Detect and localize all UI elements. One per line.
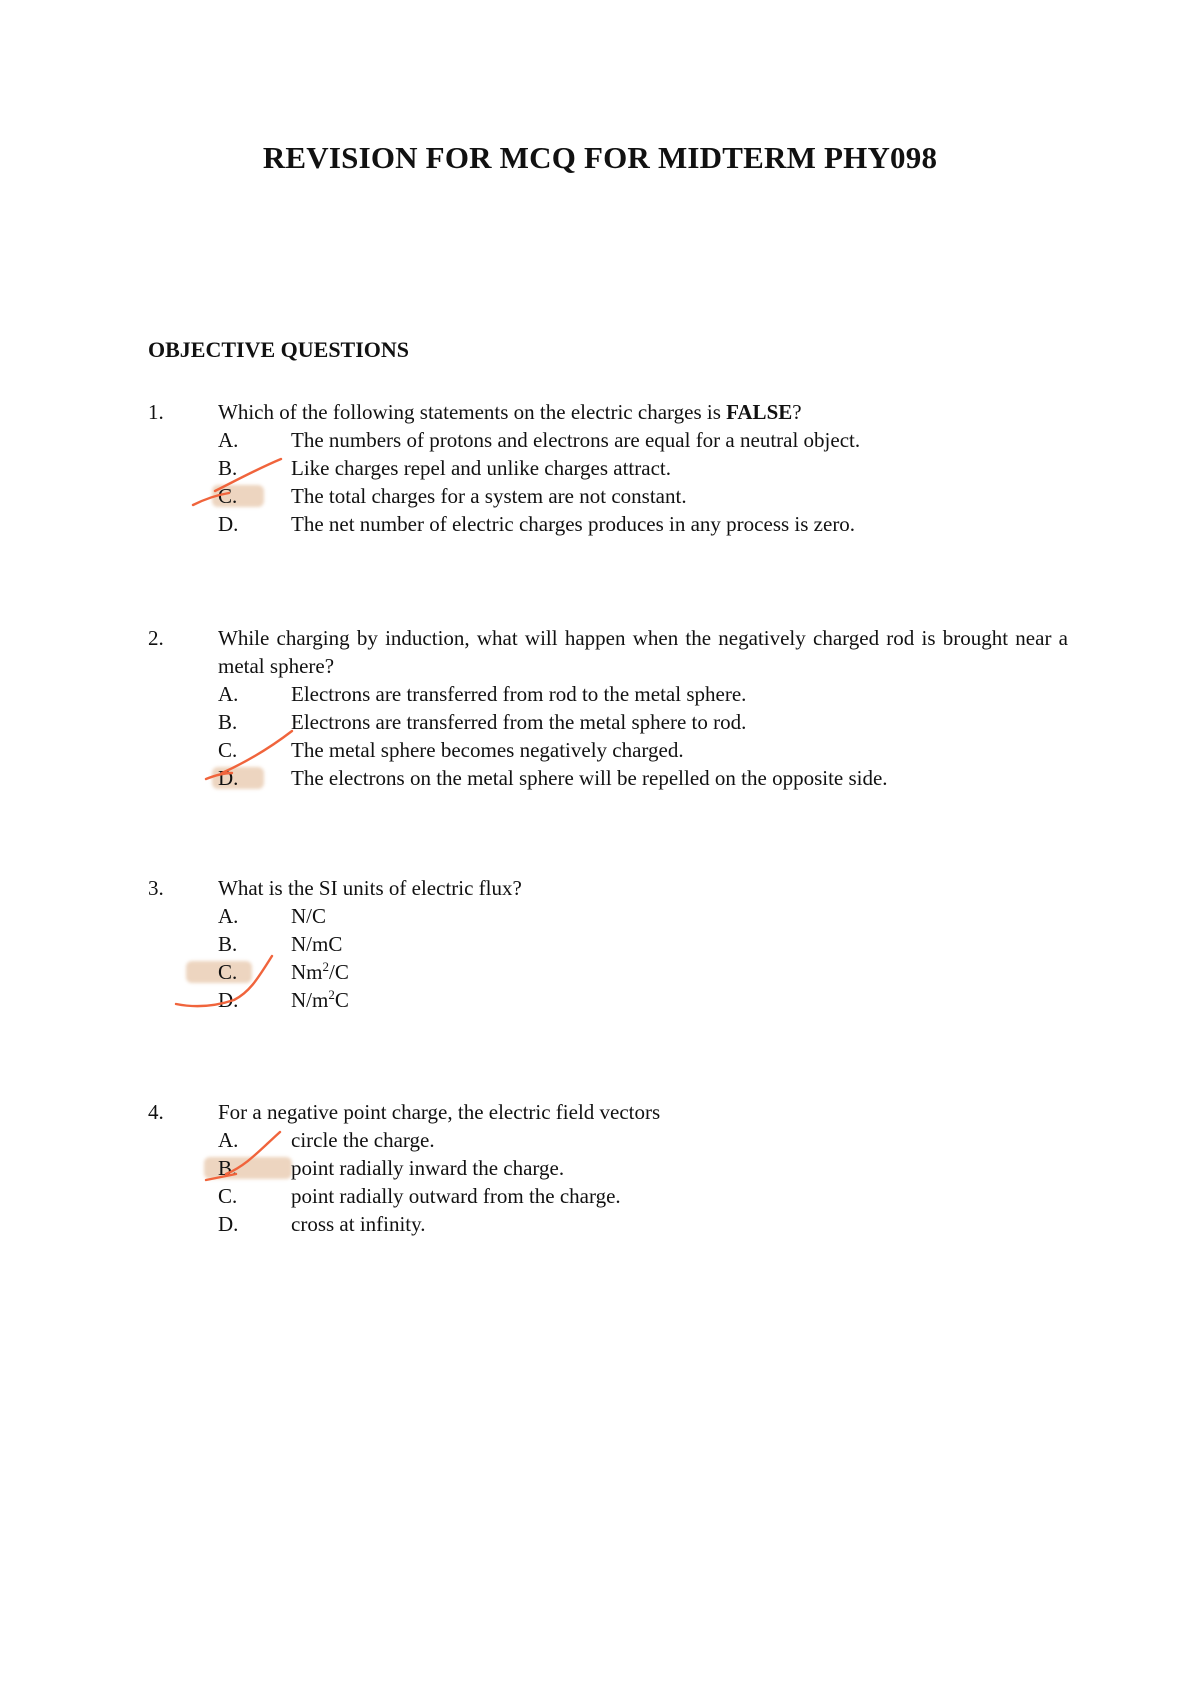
option-c-marked[interactable] bbox=[148, 958, 1068, 986]
question-text-end: ? bbox=[792, 400, 802, 424]
unit-rest: C bbox=[334, 988, 349, 1012]
question-stem bbox=[148, 1098, 1068, 1126]
option-text: N/C bbox=[291, 904, 327, 928]
question-3 bbox=[148, 874, 1068, 1014]
option-text: The numbers of protons and electrons are equal for a neutral object. bbox=[291, 428, 861, 452]
option-a[interactable] bbox=[148, 680, 1068, 708]
option-d[interactable] bbox=[148, 986, 1068, 1014]
option-letter: B. bbox=[218, 710, 238, 734]
option-letter: A. bbox=[218, 904, 239, 928]
question-stem bbox=[148, 398, 1068, 426]
option-a[interactable] bbox=[148, 1126, 1068, 1154]
option-letter: C. bbox=[218, 484, 238, 508]
option-text: Electrons are transferred from the metal sphere to rod. bbox=[291, 710, 747, 734]
option-c[interactable] bbox=[148, 1182, 1068, 1210]
option-letter: B. bbox=[218, 1156, 238, 1180]
option-letter: D. bbox=[218, 988, 239, 1012]
option-letter: C. bbox=[218, 1184, 238, 1208]
question-stem bbox=[148, 624, 1068, 680]
page-title: REVISION FOR MCQ FOR MIDTERM PHY098 bbox=[262, 140, 938, 175]
question-2 bbox=[148, 624, 1068, 792]
option-b[interactable] bbox=[148, 708, 1068, 736]
option-text: N/mC bbox=[291, 932, 343, 956]
question-stem bbox=[148, 874, 1068, 902]
option-d[interactable] bbox=[148, 510, 1068, 538]
option-letter: C. bbox=[218, 738, 238, 762]
option-d-marked[interactable] bbox=[148, 764, 1068, 792]
question-number: 2. bbox=[148, 626, 164, 650]
unit-base: N/m bbox=[291, 988, 329, 1012]
option-text bbox=[291, 986, 349, 1014]
option-text: The total charges for a system are not constant. bbox=[291, 484, 687, 508]
option-text: Like charges repel and unlike charges attract. bbox=[291, 456, 671, 480]
option-text: The electrons on the metal sphere will be repelled on the opposite side. bbox=[291, 766, 888, 790]
option-c[interactable] bbox=[148, 736, 1068, 764]
unit-exponent: 2 bbox=[328, 987, 335, 1002]
option-letter: C. bbox=[218, 960, 238, 984]
option-text: circle the charge. bbox=[291, 1128, 435, 1152]
question-text: Which of the following statements on the electric charges is bbox=[218, 400, 727, 424]
option-letter: A. bbox=[218, 1128, 239, 1152]
option-a[interactable] bbox=[148, 902, 1068, 930]
option-letter: B. bbox=[218, 932, 238, 956]
option-c-marked[interactable] bbox=[148, 482, 1068, 510]
option-text: point radially outward from the charge. bbox=[291, 1184, 621, 1208]
option-text: The net number of electric charges produces in any process is zero. bbox=[291, 512, 856, 536]
option-text: The metal sphere becomes negatively charged. bbox=[291, 738, 684, 762]
unit-base: Nm bbox=[291, 960, 323, 984]
option-letter: A. bbox=[218, 428, 239, 452]
option-text: cross at infinity. bbox=[291, 1212, 426, 1236]
option-a[interactable] bbox=[148, 426, 1068, 454]
question-text: While charging by induction, what will happen when the negatively charged rod is brought near a metal sphere? bbox=[218, 626, 1068, 678]
option-text: Electrons are transferred from rod to the metal sphere. bbox=[291, 682, 747, 706]
unit-rest: /C bbox=[329, 960, 349, 984]
question-number: 4. bbox=[148, 1100, 164, 1124]
question-4 bbox=[148, 1098, 1068, 1238]
option-letter: A. bbox=[218, 682, 239, 706]
question-1 bbox=[148, 398, 1068, 538]
question-text: What is the SI units of electric flux? bbox=[218, 876, 522, 900]
option-b[interactable] bbox=[148, 454, 1068, 482]
option-d[interactable] bbox=[148, 1210, 1068, 1238]
option-letter: D. bbox=[218, 1212, 239, 1236]
option-letter: D. bbox=[218, 766, 239, 790]
unit-exponent: 2 bbox=[322, 959, 329, 974]
option-letter: B. bbox=[218, 456, 238, 480]
question-number: 1. bbox=[148, 400, 164, 424]
section-heading: OBJECTIVE QUESTIONS bbox=[148, 337, 410, 362]
option-letter: D. bbox=[218, 512, 239, 536]
question-number: 3. bbox=[148, 876, 164, 900]
question-emphasis: FALSE bbox=[726, 400, 793, 424]
option-b-marked[interactable] bbox=[148, 1154, 1068, 1182]
option-text: point radially inward the charge. bbox=[291, 1156, 565, 1180]
option-b[interactable] bbox=[148, 930, 1068, 958]
question-text: For a negative point charge, the electric field vectors bbox=[218, 1100, 661, 1124]
option-text bbox=[291, 958, 349, 986]
